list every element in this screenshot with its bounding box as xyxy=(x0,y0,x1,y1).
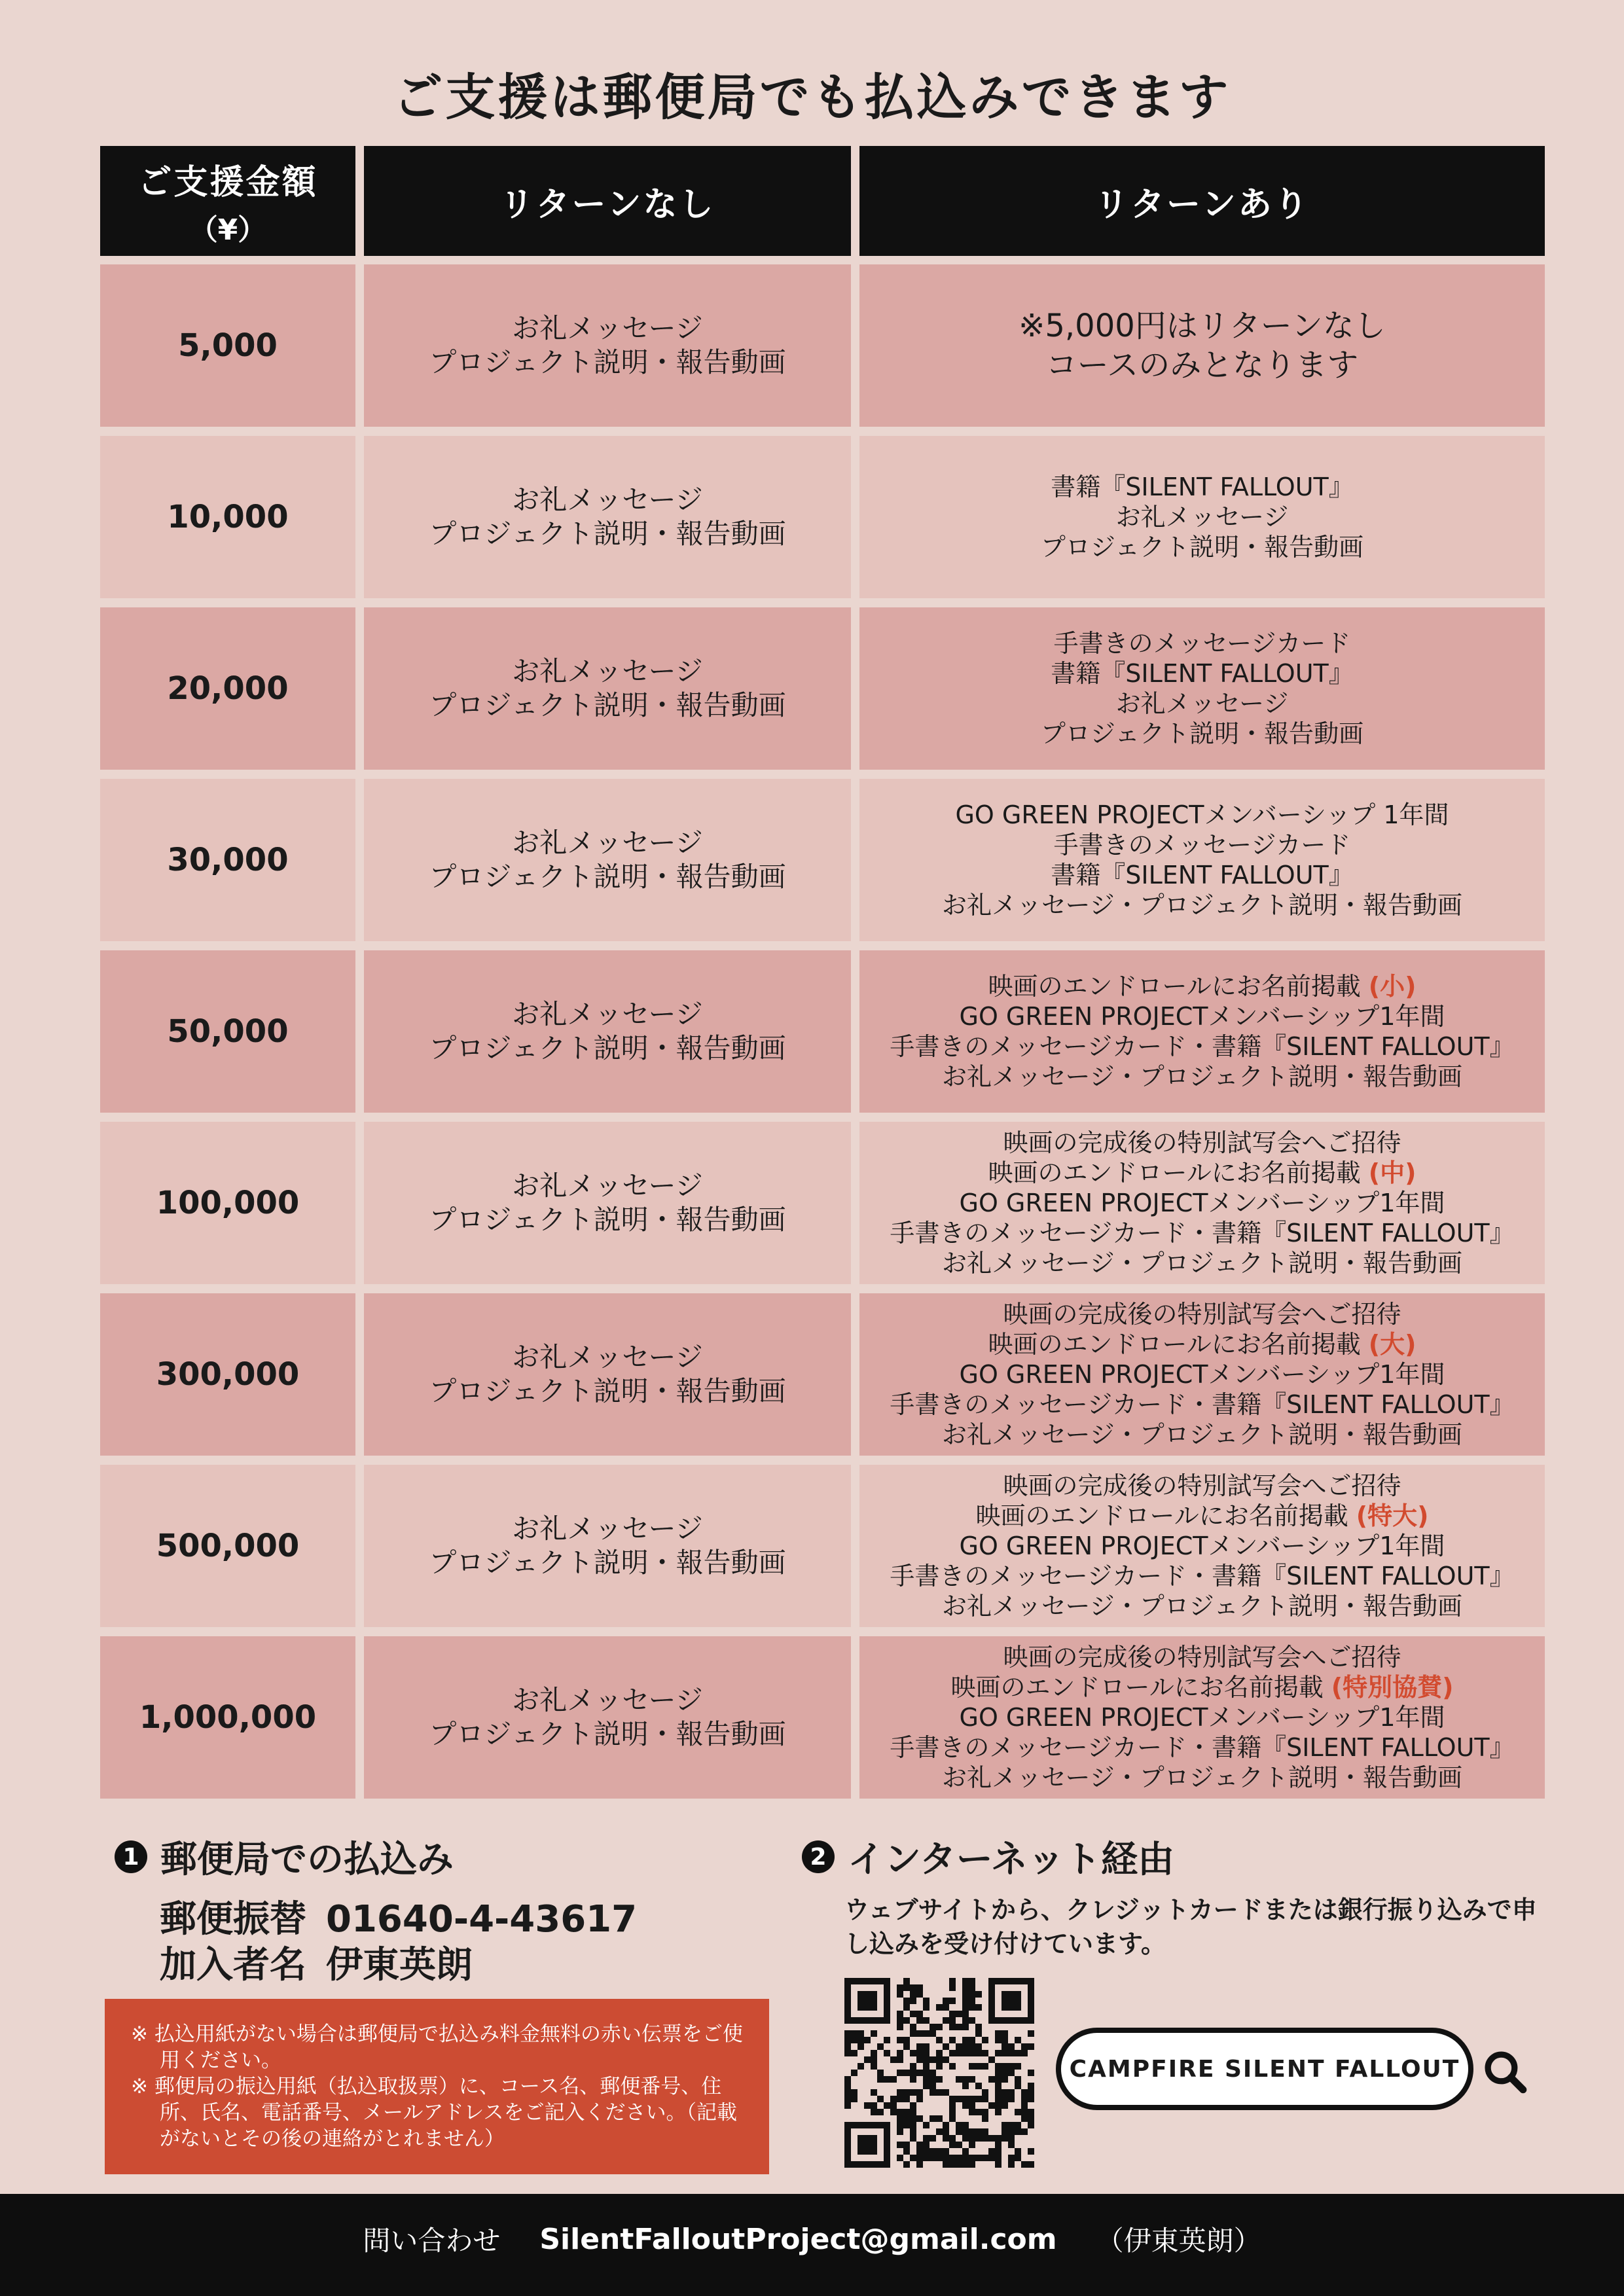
no-return-cell xyxy=(364,1122,851,1284)
amount-cell: 100,000 xyxy=(100,1122,355,1284)
with-return-line xyxy=(1003,1128,1401,1158)
with-return-line xyxy=(988,971,1416,1001)
postal-notice-box xyxy=(105,1999,769,2174)
no-return-cell xyxy=(364,607,851,770)
with-return-line xyxy=(890,1218,1514,1248)
header-no-return xyxy=(364,146,851,256)
no-return-cell xyxy=(364,264,851,427)
with-return-line xyxy=(1041,532,1363,562)
with-return-text: お礼メッセージ・プロジェクト説明・報告動画 xyxy=(942,1062,1462,1091)
postal-transfer-value: 01640-4-43617 xyxy=(326,1898,638,1941)
with-return-line xyxy=(942,1591,1462,1621)
no-return-line: お礼メッセージ xyxy=(512,1513,703,1545)
with-return-text: GO GREEN PROJECTメンバーシップ1年間 xyxy=(959,1703,1445,1732)
with-return-line xyxy=(1051,860,1354,890)
with-return-text: 映画のエンドロールにお名前掲載 xyxy=(975,1501,1356,1530)
amount-cell: 20,000 xyxy=(100,607,355,770)
with-return-line xyxy=(1051,658,1354,689)
with-return-line xyxy=(960,1001,1445,1031)
no-return-line: お礼メッセージ xyxy=(512,1341,703,1373)
postal-note: ※ 払込用紙がない場合は郵便局で払込み料金無料の赤い伝票をご使用ください。 xyxy=(131,2022,743,2072)
with-return-text: お礼メッセージ・プロジェクト説明・報告動画 xyxy=(942,1249,1462,1278)
with-return-text: 手書きのメッセージカード・書籍『SILENT FALLOUT』 xyxy=(890,1390,1515,1419)
with-return-line xyxy=(890,1031,1514,1062)
with-return-line xyxy=(890,1561,1514,1591)
with-return-text: お礼メッセージ xyxy=(1115,503,1289,531)
no-return-line: プロジェクト説明・報告動画 xyxy=(429,1718,786,1750)
with-return-cell xyxy=(859,1122,1545,1284)
with-return-line xyxy=(942,890,1462,920)
with-return-text: 映画の完成後の特別試写会へご招待 xyxy=(1003,1643,1401,1672)
with-return-line xyxy=(960,1359,1445,1390)
postal-heading-text: 郵便局での払込み xyxy=(160,1839,454,1881)
tier-badge: (中) xyxy=(1368,1158,1416,1187)
no-return-line: お礼メッセージ xyxy=(512,484,703,516)
no-return-cell xyxy=(364,436,851,598)
with-return-line xyxy=(942,1062,1462,1092)
with-return-text: 書籍『SILENT FALLOUT』 xyxy=(1051,473,1354,501)
internet-heading-text: インターネット経由 xyxy=(848,1839,1174,1881)
with-return-text: 手書きのメッセージカード・書籍『SILENT FALLOUT』 xyxy=(890,1562,1515,1590)
with-return-line xyxy=(950,1672,1453,1702)
with-return-line xyxy=(1019,306,1386,346)
with-return-line xyxy=(960,1702,1445,1732)
with-return-line xyxy=(1046,346,1359,385)
with-return-text: ※5,000円はリターンなし xyxy=(1019,308,1386,344)
with-return-cell xyxy=(859,950,1545,1113)
with-return-text: 映画のエンドロールにお名前掲載 xyxy=(988,972,1369,1001)
with-return-text: 書籍『SILENT FALLOUT』 xyxy=(1051,861,1354,889)
with-return-line xyxy=(1003,1471,1401,1501)
postal-holder-value: 伊東英朗 xyxy=(326,1944,473,1986)
with-return-line xyxy=(1051,472,1354,502)
with-return-cell xyxy=(859,1636,1545,1799)
number-one-icon: 1 xyxy=(115,1840,147,1873)
header-with-return xyxy=(859,146,1545,256)
with-return-text: GO GREEN PROJECTメンバーシップ 1年間 xyxy=(955,800,1449,829)
no-return-line: プロジェクト説明・報告動画 xyxy=(429,689,786,721)
contact-name: （伊東英朗） xyxy=(1096,2225,1261,2257)
with-return-line xyxy=(975,1501,1428,1531)
no-return-line: プロジェクト説明・報告動画 xyxy=(429,1204,786,1236)
with-return-text: お礼メッセージ・プロジェクト説明・報告動画 xyxy=(942,1420,1462,1449)
with-return-text: お礼メッセージ xyxy=(1115,689,1289,718)
with-return-text: プロジェクト説明・報告動画 xyxy=(1040,533,1364,562)
with-return-line xyxy=(1003,1299,1401,1329)
with-return-line xyxy=(988,1329,1416,1359)
search-icon[interactable] xyxy=(1481,2047,1529,2096)
with-return-text: 書籍『SILENT FALLOUT』 xyxy=(1051,659,1354,688)
with-return-cell xyxy=(859,1293,1545,1456)
amount-cell: 10,000 xyxy=(100,436,355,598)
with-return-line xyxy=(960,1531,1445,1561)
with-return-text: 映画の完成後の特別試写会へご招待 xyxy=(1003,1300,1401,1329)
no-return-line: プロジェクト説明・報告動画 xyxy=(429,1375,786,1407)
tier-badge: (大) xyxy=(1368,1330,1416,1359)
with-return-line xyxy=(960,1188,1445,1218)
tier-badge: (特大) xyxy=(1356,1501,1429,1530)
no-return-cell xyxy=(364,1465,851,1627)
header-amount-label: ご支援金額 xyxy=(137,162,318,202)
postal-heading xyxy=(115,1831,454,1883)
qr-code[interactable] xyxy=(844,1978,1034,2168)
with-return-text: 手書きのメッセージカード・書籍『SILENT FALLOUT』 xyxy=(890,1032,1515,1061)
number-two-icon: 2 xyxy=(802,1840,835,1873)
with-return-cell xyxy=(859,1465,1545,1627)
amount-cell: 5,000 xyxy=(100,264,355,427)
with-return-line xyxy=(942,1420,1462,1450)
postal-transfer xyxy=(160,1890,637,1943)
header-no-return-label: リターンなし xyxy=(499,185,715,224)
with-return-text: 映画のエンドロールにお名前掲載 xyxy=(988,1158,1369,1187)
with-return-line xyxy=(955,800,1449,830)
no-return-line: プロジェクト説明・報告動画 xyxy=(429,1547,786,1579)
no-return-line: お礼メッセージ xyxy=(512,1684,703,1716)
no-return-cell xyxy=(364,779,851,941)
with-return-text: お礼メッセージ・プロジェクト説明・報告動画 xyxy=(942,891,1462,920)
with-return-line xyxy=(1054,830,1351,860)
no-return-line: お礼メッセージ xyxy=(512,655,703,687)
no-return-line: プロジェクト説明・報告動画 xyxy=(429,861,786,893)
with-return-line xyxy=(1054,628,1351,658)
with-return-text: 映画の完成後の特別試写会へご招待 xyxy=(1003,1128,1401,1157)
no-return-line: お礼メッセージ xyxy=(512,998,703,1030)
no-return-line: お礼メッセージ xyxy=(512,312,703,344)
with-return-line xyxy=(942,1248,1462,1278)
amount-cell: 30,000 xyxy=(100,779,355,941)
with-return-text: プロジェクト説明・報告動画 xyxy=(1040,719,1364,748)
with-return-text: 映画のエンドロールにお名前掲載 xyxy=(988,1330,1369,1359)
amount-cell: 300,000 xyxy=(100,1293,355,1456)
no-return-cell xyxy=(364,1293,851,1456)
tier-badge: (特別協賛) xyxy=(1331,1673,1454,1702)
search-box[interactable]: CAMPFIRE SILENT FALLOUT xyxy=(1056,2028,1473,2110)
with-return-line xyxy=(988,1158,1416,1188)
with-return-line xyxy=(1116,502,1289,532)
with-return-text: GO GREEN PROJECTメンバーシップ1年間 xyxy=(959,1360,1445,1389)
with-return-cell xyxy=(859,779,1545,941)
internet-heading xyxy=(802,1831,1174,1883)
no-return-line: プロジェクト説明・報告動画 xyxy=(429,346,786,378)
with-return-line xyxy=(1041,719,1363,749)
postal-note: ※ 郵便局の振込用紙（払込取扱票）に、コース名、郵便番号、住所、氏名、電話番号、メールアドレスをご記入ください。（記載がないとその後の連絡がとれません） xyxy=(131,2075,737,2151)
no-return-cell xyxy=(364,950,851,1113)
with-return-line xyxy=(890,1732,1514,1763)
with-return-line xyxy=(942,1763,1462,1793)
postal-holder-label: 加入者名 xyxy=(160,1944,306,1986)
with-return-text: お礼メッセージ・プロジェクト説明・報告動画 xyxy=(942,1592,1462,1621)
contact-email[interactable]: SilentFalloutProject@gmail.com xyxy=(539,2222,1057,2256)
postal-holder xyxy=(160,1936,473,1988)
no-return-line: お礼メッセージ xyxy=(512,1170,703,1202)
with-return-text: 手書きのメッセージカード・書籍『SILENT FALLOUT』 xyxy=(890,1733,1515,1762)
with-return-text: 手書きのメッセージカード xyxy=(1053,629,1351,658)
with-return-cell xyxy=(859,436,1545,598)
amount-cell: 500,000 xyxy=(100,1465,355,1627)
no-return-line: プロジェクト説明・報告動画 xyxy=(429,1032,786,1064)
with-return-text: 映画の完成後の特別試写会へご招待 xyxy=(1003,1471,1401,1500)
amount-cell: 1,000,000 xyxy=(100,1636,355,1799)
tier-badge: (小) xyxy=(1368,972,1416,1001)
with-return-cell xyxy=(859,264,1545,427)
footer-label: 問い合わせ xyxy=(363,2225,501,2257)
with-return-text: GO GREEN PROJECTメンバーシップ1年間 xyxy=(959,1532,1445,1560)
no-return-cell xyxy=(364,1636,851,1799)
amount-cell: 50,000 xyxy=(100,950,355,1113)
header-amount-unit: （¥） xyxy=(189,213,267,247)
with-return-text: GO GREEN PROJECTメンバーシップ1年間 xyxy=(959,1002,1445,1031)
with-return-text: GO GREEN PROJECTメンバーシップ1年間 xyxy=(959,1189,1445,1217)
with-return-line xyxy=(1116,689,1289,719)
with-return-line xyxy=(890,1390,1514,1420)
with-return-text: お礼メッセージ・プロジェクト説明・報告動画 xyxy=(942,1763,1462,1792)
no-return-line: お礼メッセージ xyxy=(512,827,703,859)
with-return-text: コースのみとなります xyxy=(1045,347,1359,384)
header-amount xyxy=(100,146,355,256)
with-return-text: 映画のエンドロールにお名前掲載 xyxy=(950,1673,1331,1702)
no-return-line: プロジェクト説明・報告動画 xyxy=(429,518,786,550)
page-title: ご支援は郵便局でも払込みできます xyxy=(393,68,1231,126)
with-return-line xyxy=(1003,1642,1401,1672)
internet-description: ウェブサイトから、クレジットカードまたは銀行振り込みで申し込みを受け付けています。 xyxy=(844,1895,1537,1958)
header-with-return-label: リターンあり xyxy=(1094,185,1310,224)
with-return-cell xyxy=(859,607,1545,770)
footer xyxy=(0,2194,1624,2296)
postal-transfer-label: 郵便振替 xyxy=(160,1898,306,1941)
with-return-text: 手書きのメッセージカード・書籍『SILENT FALLOUT』 xyxy=(890,1219,1515,1247)
with-return-text: 手書きのメッセージカード xyxy=(1053,831,1351,859)
